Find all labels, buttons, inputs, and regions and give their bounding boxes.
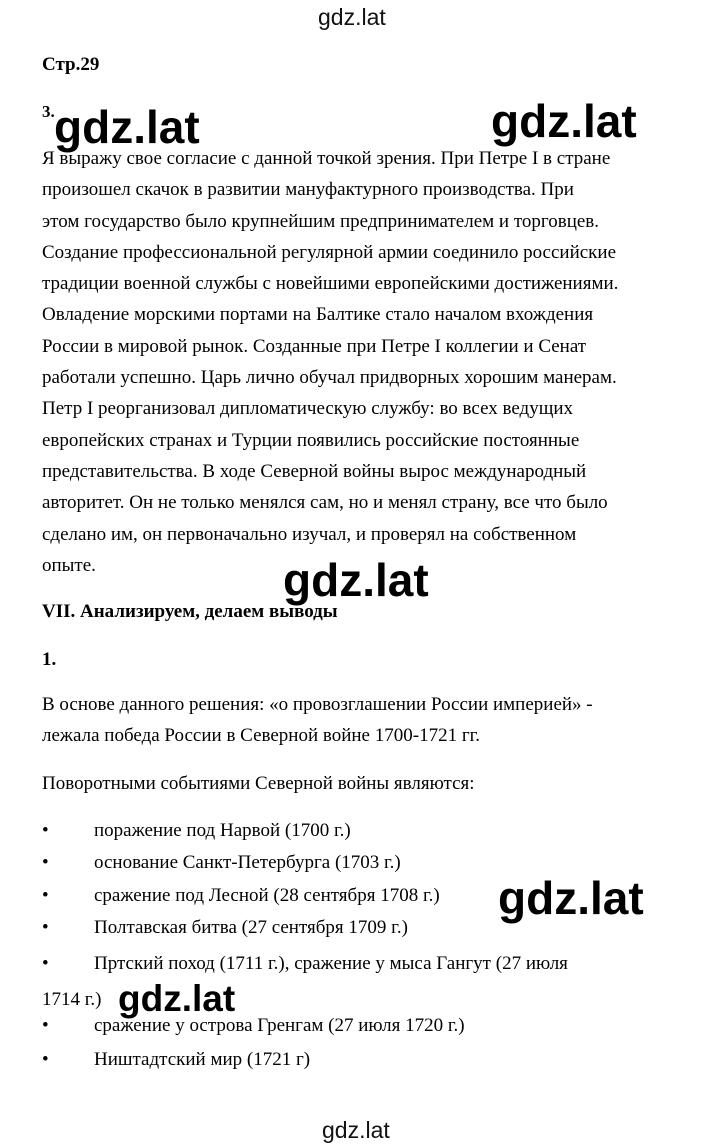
paragraph-line: представительства. В ходе Северной войны вырос международный [42, 460, 587, 482]
paragraph-line: лежала победа России в Северной войне 1700-1721 гг. [42, 725, 481, 747]
answer-number: 3. [42, 102, 55, 121]
paragraph-line: Овладение морскими портами на Балтике стало началом вхождения [42, 304, 594, 326]
watermark-text: gdz.lat [118, 978, 236, 1019]
list-item-text: сражение под Лесной (28 сентября 1708 г.) [94, 885, 440, 906]
answer-paragraph [42, 143, 702, 581]
paragraph-line: России в мировой рынок. Созданные при Петре I коллегии и Сенат [42, 335, 587, 357]
bullet-icon: • [42, 953, 49, 974]
paragraph-line: Создание профессиональной регулярной армии соединило российские [42, 241, 617, 263]
paragraph-line: опыте. [42, 554, 96, 576]
watermark-text: gdz.lat [283, 554, 429, 606]
bullet-icon: • [42, 852, 49, 873]
watermark-text: gdz.lat [54, 101, 200, 153]
list-item-text: Полтавская битва (27 сентября 1709 г.) [94, 917, 408, 938]
paragraph-line: сделано им, он первоначально изучал, и проверял на собственном [42, 523, 577, 545]
paragraph-line: работали успешно. Царь лично обучал придворных хорошим манерам. [42, 367, 617, 389]
paragraph-line: Я выражу свое согласие с данной точкой зрения. При Петре I в стране [42, 148, 611, 169]
site-footer: gdz.lat [322, 1117, 390, 1143]
list-item-text: сражение у острова Гренгам (27 июля 1720 г.) [94, 1015, 465, 1036]
events-intro: Поворотными событиями Северной войны являются: [42, 773, 475, 794]
bullet-icon: • [42, 885, 49, 906]
list-item-text: основание Санкт-Петербурга (1703 г.) [94, 852, 401, 873]
bullet-icon: • [42, 1015, 49, 1036]
paragraph-line: Петр I реорганизовал дипломатическую службу: во всех ведущих [42, 398, 574, 420]
bullet-icon: • [42, 917, 49, 938]
section-heading: VII. Анализируем, делаем выводы [42, 601, 338, 622]
list-item-text: Ништадтский мир (1721 г) [94, 1049, 311, 1070]
paragraph-line: В основе данного решения: «о провозглашении России империей» - [42, 694, 593, 715]
watermark-text: gdz.lat [498, 872, 644, 924]
paragraph-line: этом государство было крупнейшим предпринимателем и торговцев. [42, 210, 600, 232]
bullet-icon: • [42, 820, 49, 841]
paragraph-line: традиции военной службы с новейшими европейскими достижениями. [42, 273, 619, 295]
paragraph-line: авторитет. Он не только менялся сам, но и менял страну, все что было [42, 492, 608, 514]
list-item-text: Пртский поход (1711 г.), сражение у мыса Гангут (27 июля [94, 953, 568, 974]
list-item-text: поражение под Нарвой (1700 г.) [94, 820, 351, 841]
question-number: 1. [42, 649, 57, 670]
list-item-continuation: 1714 г.) [42, 989, 102, 1010]
watermark-text: gdz.lat [491, 95, 637, 147]
paragraph-line: произошел скачок в развитии мануфактурного производства. При [42, 179, 574, 201]
bullet-icon: • [42, 1049, 49, 1070]
site-header: gdz.lat [318, 4, 386, 30]
conclusion-paragraph [42, 689, 702, 752]
page-label: Стр.29 [42, 54, 100, 75]
paragraph-line: европейских странах и Турции появились российские постоянные [42, 429, 580, 451]
